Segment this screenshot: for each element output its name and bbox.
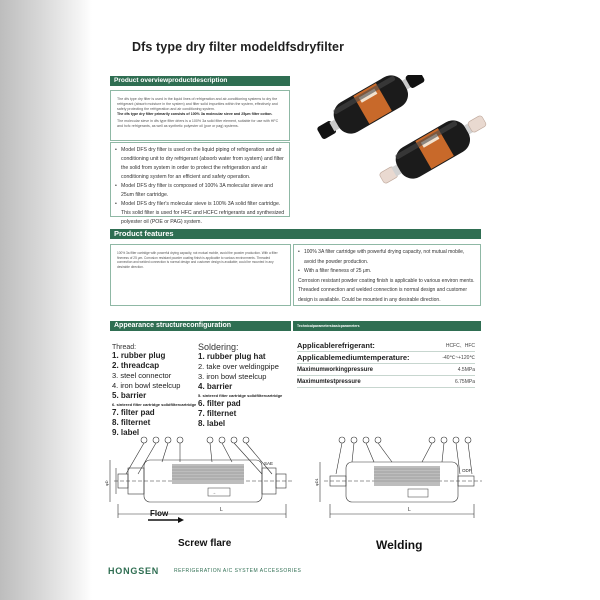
thread-part-item: 4. iron bowl steelcup — [112, 381, 181, 390]
param-value: 6.75MPa — [454, 378, 475, 385]
screw-flare-drawing — [102, 432, 302, 527]
overview-bullet: • Model DFS dry filter is used on the liquid piping of refrigeration and air conditioning unit to dry refrigerant (absorb water from system) and filter the solid from system in order to protect the refrigeration and air conditioning system for an efficient and safety operation. — [115, 146, 285, 182]
svg-text:→: → — [212, 490, 216, 495]
overview-bullets-box — [110, 142, 290, 225]
param-value: HCFC、HFC — [445, 343, 475, 349]
params-header: Technicalparametersbasicparameters — [293, 321, 481, 331]
overview-bullet: • Model DFS dry filter is composed of 100% 3A molecular sieve and 25um filter cartridge. — [115, 182, 285, 200]
thread-part-item: 8. filternet — [112, 418, 151, 427]
feature-item: Corrosion resistant powder coating finish is applicable to various environ ments. Threaded connection and welded connection is normal design and customer design is available. Could be mounted in any desirable direction. — [298, 277, 475, 303]
thread-part-item: 9. label — [112, 428, 140, 437]
overview-para1: The dfs type dry filter is used in the liquid lines of refrigeration and air-conditioning systems to dry the refrigerant (absorb moisture in the system) and filter solid impurities within the system, effectively and safely protecting the refrigeration and air conditioning system. — [117, 97, 278, 111]
param-row — [297, 376, 475, 388]
thread-title: Thread: — [112, 344, 137, 351]
param-value: 4.5MPa — [457, 366, 475, 373]
features-right-box — [293, 244, 481, 306]
param-label: Applicablerefrigerant: — [297, 341, 375, 350]
param-value: -40℃~+120℃ — [442, 354, 475, 361]
overview-header: Product overviewproductdescription — [110, 76, 290, 86]
welding-drawing — [312, 432, 502, 527]
thread-part-item: 6. sintered filter cartridge solidfiltercartridge — [112, 402, 197, 407]
params-table — [297, 340, 475, 388]
page-title: Dfs type dry filter modeldfsdryfilter — [132, 40, 345, 54]
features-left-box — [110, 244, 291, 306]
caption-screw-flare: Screw flare — [178, 538, 232, 549]
thread-part-item: 1. rubber plug — [112, 351, 166, 360]
param-row — [297, 340, 475, 352]
param-label: Maximumtestpressure — [297, 378, 361, 385]
brand-tagline: REFRIGERATION A/C SYSTEM ACCESSORIES — [174, 568, 302, 574]
odf-label: ODF — [462, 468, 472, 473]
param-row — [297, 352, 475, 364]
solder-part-item: 2. take over weldingpipe — [198, 362, 279, 371]
brand-logo: HONGSEN — [108, 566, 160, 576]
features-left-text: 100% 3a filter cartridge with powerful drying capacity, not mutual mobile, avoid the powder production. With a filter fineness of 25 μm. Corrosion resistant powder coating finish is applicable to various environments. Threaded connection and welded connection is normal design and customer design is available; could be mounted in any desirable direction. — [117, 251, 278, 269]
solder-title: Soldering: — [198, 342, 239, 352]
param-row — [297, 364, 475, 376]
thread-part-item: 3. steel connector — [112, 371, 172, 380]
solder-part-item: 8. label — [198, 419, 226, 428]
phi-d-label: φD — [104, 480, 109, 486]
solder-part-item: 7. filternet — [198, 409, 237, 418]
overview-para1-bold: The dfs type dry filter primarily consists of 100% 3a molecular sieve and 25μm filter cotton. — [117, 112, 273, 116]
product-photo — [312, 75, 512, 190]
solder-parts-list — [198, 342, 293, 429]
overview-text-box — [110, 90, 290, 141]
thread-parts-list — [112, 344, 204, 438]
param-label: Maximumworkingpressure — [297, 366, 374, 373]
appearance-header: Appearance structureconfiguration — [110, 321, 291, 331]
document-page — [92, 0, 600, 600]
sae-label: SAE — [264, 461, 274, 466]
solder-part-item: 1. rubber plug hat — [198, 352, 266, 361]
caption-welding: Welding — [376, 538, 423, 552]
overview-para2: The molecular sieve in dfs type filter driers is a 100% 3a solid filter element, suitable for use with HFC and hcfc refrigerants, as well as synthetic polyester oil (poe or pag) systems. — [117, 119, 279, 128]
solder-part-item: 4. barrier — [198, 382, 233, 391]
overview-bullet: • Model DFS dry filer's molecular sieve is 100% 3A solid filter cartridge. This solid filter is used for HFC and HCFC refrigerants and synthesized polyester oil (POE or PAG) system. — [115, 200, 285, 227]
flow-label: Flow — [150, 509, 169, 518]
dim-l-label: L — [220, 507, 223, 513]
feature-item: • With a filter fineness of 25 μm. — [298, 267, 476, 277]
solder-part-item: 6. filter pad — [198, 399, 241, 408]
solder-part-item: 5. sintered filter cartridge solidfiltercartridge — [198, 393, 283, 398]
phi-d1-label: φD1 — [314, 478, 319, 486]
page-shadow — [0, 0, 92, 600]
feature-item: • 100% 3A filter cartridge with powerful drying capacity, not mutual mobile, avoid the powder production. — [298, 248, 476, 267]
features-header: Product features — [110, 229, 481, 239]
solder-part-item: 3. iron bowl steelcup — [198, 372, 267, 381]
thread-part-item: 2. threadcap — [112, 361, 160, 370]
thread-part-item: 5. barrier — [112, 391, 147, 400]
dim-l-label: L — [408, 507, 411, 513]
thread-part-item: 7. filter pad — [112, 408, 155, 417]
param-label: Applicablemediumtemperature: — [297, 353, 410, 362]
